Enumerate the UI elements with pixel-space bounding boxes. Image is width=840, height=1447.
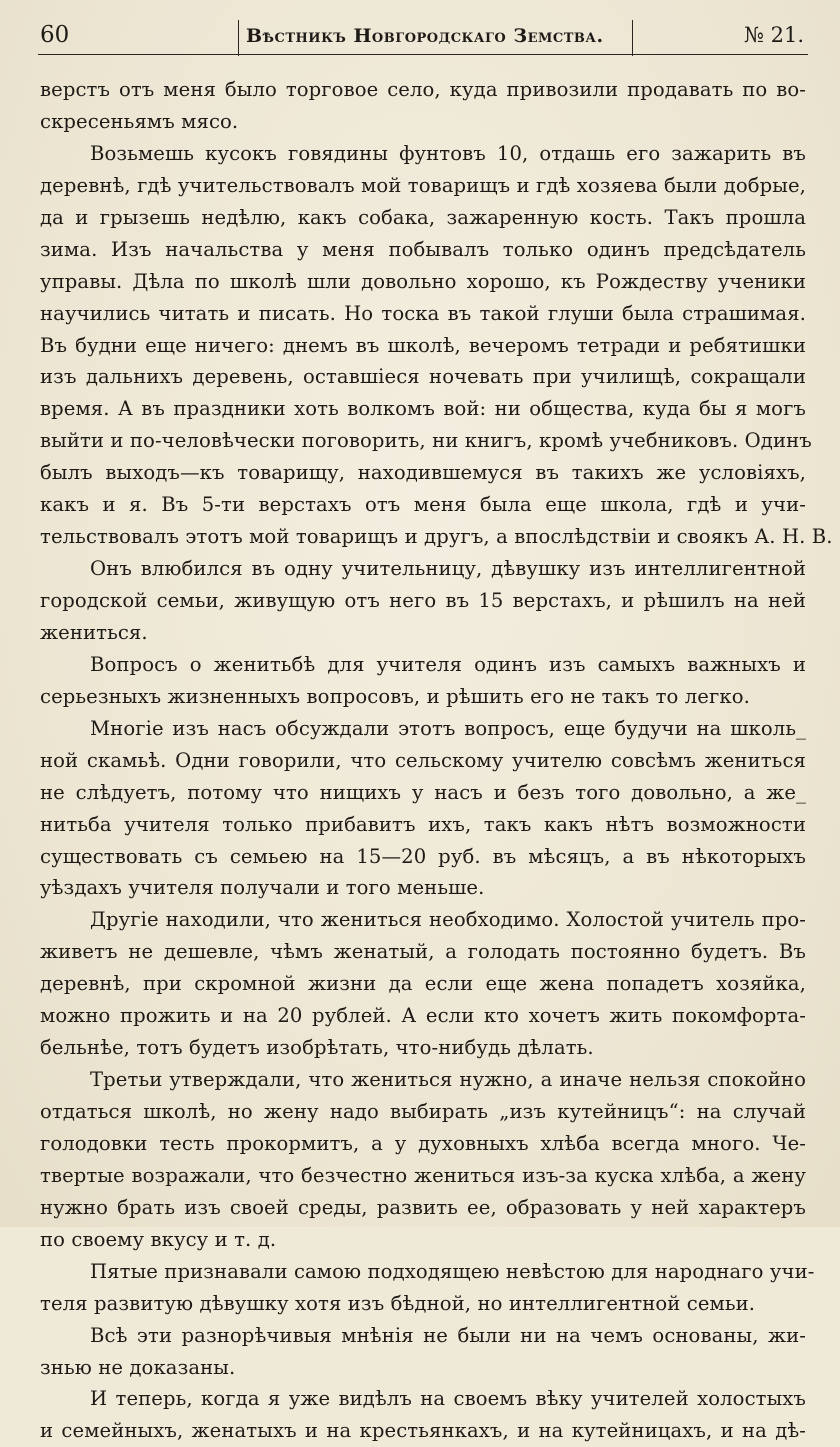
paragraph [40, 649, 806, 713]
paragraph [40, 713, 806, 905]
text-line: деревнѣ, гдѣ учительствовалъ мой товарищъ и гдѣ хозяева были добрые, [40, 173, 806, 197]
text-line: Всѣ эти разнорѣчивыя мнѣнія не были ни на чемъ основаны, жи- [90, 1323, 806, 1347]
paragraph [40, 553, 806, 649]
text-line: научились читать и писать. Но тоска въ такой глуши была страшимая. [40, 301, 806, 325]
text-line: бельнѣе, тотъ будетъ изобрѣтать, что-нибудь дѣлать. [40, 1036, 594, 1060]
text-line: жениться. [40, 620, 148, 644]
paragraph [40, 138, 833, 553]
issue-number: № 21. [744, 23, 804, 47]
text-line: Въ будни еще ничего: днемъ въ школѣ, вечеромъ тетради и ребятишки [40, 333, 806, 357]
header-divider [632, 20, 633, 56]
text-line: не слѣдуетъ, потому что нищихъ у насъ и безъ того довольно, а же_ [40, 780, 806, 804]
article-body [40, 74, 833, 1447]
paragraph [40, 1256, 815, 1320]
text-line: тельствовалъ этотъ мой товарищъ и другъ, а впослѣдствіи и своякъ А. Н. В. [40, 525, 833, 549]
text-line: нужно брать изъ своей среды, развить ее, образовать у ней характеръ [40, 1195, 806, 1219]
text-line: деревнѣ, при скромной жизни да если еще жена попадетъ хозяйка, [40, 972, 806, 996]
text-line: былъ выходъ—къ товарищу, находившемуся въ такихъ же условіяхъ, [40, 461, 806, 485]
text-line: серьезныхъ жизненныхъ вопросовъ, и рѣшить его не такъ то легко. [40, 684, 750, 708]
journal-title: Вѣстникъ Новгородскаго Земства. [246, 25, 604, 47]
text-line: какъ и я. Въ 5-ти верстахъ отъ меня была еще школа, гдѣ и учи- [40, 493, 806, 517]
text-line: верстъ отъ меня было торговое село, куда привозили продавать по во- [40, 78, 806, 101]
text-line: Онъ влюбился въ одну учительницу, дѣвушку изъ интеллигентной [90, 557, 806, 581]
text-line: и семейныхъ, женатыхъ и на крестьянкахъ, и на кутейницахъ, и на дѣ- [40, 1419, 806, 1443]
text-line: изъ дальнихъ деревень, оставшіеся ночевать при училищѣ, сокращали [40, 365, 806, 389]
text-line: по своему вкусу и т. д. [40, 1227, 277, 1251]
text-line: Вопросъ о женитьбѣ для учителя одинъ изъ самыхъ важныхъ и [90, 652, 806, 676]
text-line: знью не доказаны. [40, 1355, 236, 1379]
header-divider [238, 20, 239, 56]
running-header [38, 22, 808, 55]
text-line: твертые возражали, что безчестно жениться изъ-за куска хлѣба, а жену [40, 1163, 806, 1187]
text-line: Возьмешь кусокъ говядины фунтовъ 10, отдашь его зажарить въ [90, 141, 806, 165]
text-line: нитьба учителя только прибавитъ ихъ, такъ какъ нѣтъ возможности [40, 812, 806, 836]
text-line: зима. Изъ начальства у меня побывалъ только одинъ предсѣдатель [40, 237, 806, 261]
text-line: городской семьи, живущую отъ него въ 15 верстахъ, и рѣшилъ на ней [40, 589, 806, 612]
page-number: 60 [40, 22, 70, 48]
text-line: скресеньямъ мясо. [40, 109, 239, 133]
text-line: Пятые признавали самою подходящею невѣстою для народнаго учи- [90, 1259, 815, 1283]
text-line: существовать съ семьею на 15—20 руб. въ мѣсяцъ, а въ нѣкоторыхъ [40, 844, 806, 868]
paragraph [40, 904, 806, 1064]
text-line: теля развитую дѣвушку хотя изъ бѣдной, но интеллигентной семьи. [40, 1291, 756, 1315]
text-line: ной скамьѣ. Одни говорили, что сельскому учителю совсѣмъ жениться [40, 748, 806, 772]
text-line: можно прожить и на 20 рублей. А если кто хочетъ жить покомфорта- [40, 1004, 806, 1028]
text-line: уѣздахъ учителя получали и того меньше. [40, 876, 485, 900]
text-line: голодовки тесть прокормитъ, а у духовныхъ хлѣба всегда много. Че- [40, 1131, 806, 1155]
text-line: И теперь, когда я уже видѣлъ на своемъ вѣку учителей холостыхъ [90, 1387, 806, 1411]
paragraph [40, 74, 806, 138]
text-line: Другіе находили, что жениться необходимо. Холостой учитель про- [90, 908, 806, 932]
text-line: Третьи утверждали, что жениться нужно, а иначе нельзя спокойно [90, 1068, 806, 1092]
text-line: выйти и по-человѣчески поговорить, ни книгъ, кромѣ учебниковъ. Одинъ [40, 429, 812, 453]
text-line: управы. Дѣла по школѣ шли довольно хорошо, къ Рождеству ученики [40, 269, 806, 293]
paragraph [40, 1320, 806, 1384]
text-line: Многіе изъ насъ обсуждали этотъ вопросъ, еще будучи на школь_ [90, 716, 806, 740]
text-line: да и грызешь недѣлю, какъ собака, зажаренную кость. Такъ прошла [40, 205, 806, 229]
paragraph [40, 1383, 806, 1447]
text-line: живетъ не дешевле, чѣмъ женатый, а голодать постоянно будетъ. Въ [40, 940, 806, 964]
text-line: отдаться школѣ, но жену надо выбирать „изъ кутейницъ“: на случай [40, 1100, 806, 1123]
text-line: время. А въ праздники хоть волкомъ вой: ни общества, куда бы я могъ [40, 397, 806, 421]
